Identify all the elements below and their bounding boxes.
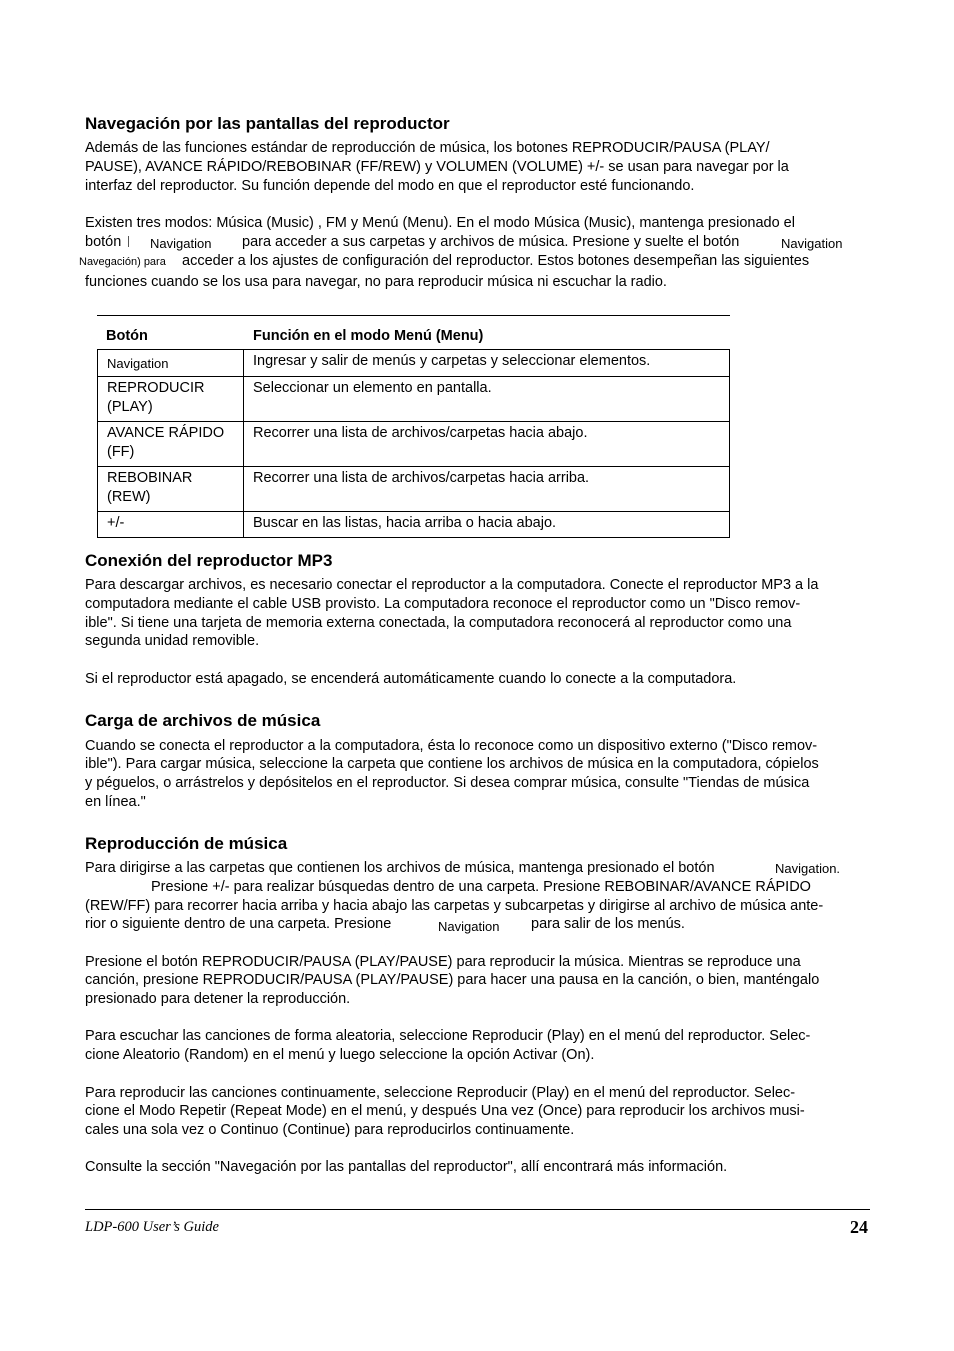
- paragraph-line: para salir de los menús.: [531, 916, 685, 932]
- section-heading-playback: Reproducción de música: [85, 834, 288, 853]
- table-cell-function: Recorrer una lista de archivos/carpetas hacia arriba.: [244, 467, 730, 512]
- navigation-label: Navigation: [781, 236, 843, 251]
- table-cell-function: Seleccionar un elemento en pantalla.: [244, 377, 730, 422]
- table-row: [98, 377, 730, 422]
- table-top-rule: [97, 315, 730, 316]
- footer-guide-title: LDP-600 User’s Guide: [85, 1219, 219, 1235]
- paragraph-line: Si el reproductor está apagado, se encenderá automáticamente cuando lo conecte a la computadora.: [85, 671, 737, 687]
- table-row: [98, 512, 730, 538]
- table-row: [98, 350, 730, 377]
- paragraph-line: Para escuchar las canciones de forma aleatoria, seleccione Reproducir (Play) en el menú del reproductor. Selec-: [85, 1028, 811, 1044]
- section-heading-loading: Carga de archivos de música: [85, 711, 321, 730]
- menu-function-table: [97, 349, 730, 538]
- paragraph-line: computadora mediante el cable USB provisto. La computadora reconoce el reproductor como un "Disco remov-: [85, 596, 801, 612]
- paragraph-line: cales una sola vez o Continuo (Continue) para reproducirlos continuamente.: [85, 1122, 575, 1138]
- paragraph-line: Consulte la sección "Navegación por las pantallas del reproductor", allí encontrará más información.: [85, 1159, 728, 1175]
- page-number: 24: [850, 1217, 868, 1237]
- paragraph-line: ible"). Para cargar música, seleccione la carpeta que contiene los archivos de música en la computadora, cópielos: [85, 756, 819, 772]
- paragraph-line: Presione +/- para realizar búsquedas dentro de una carpeta. Presione REBOBINAR/AVANCE RÁPIDO: [151, 879, 811, 895]
- paragraph-line: Existen tres modos: Música (Music) , FM y Menú (Menu). En el modo Música (Music), mantenga presionado el: [85, 215, 795, 231]
- button-icon-placeholder: [128, 236, 129, 247]
- paragraph-line: presionado para detener la reproducción.: [85, 991, 351, 1007]
- section-heading-navigation: Navegación por las pantallas del reproductor: [85, 114, 450, 133]
- cell-line: (REW): [107, 489, 151, 505]
- table-header-button: Botón: [106, 328, 148, 344]
- paragraph-line: funciones cuando se los usa para navegar, no para reproducir música ni escuchar la radio.: [85, 274, 667, 290]
- paragraph-line: ible". Si tiene una tarjeta de memoria externa conectada, la computadora reconocerá al reproductor como una: [85, 615, 792, 631]
- table-cell-button: +/-: [98, 512, 244, 538]
- table-cell-button: [98, 350, 244, 377]
- paragraph-line: segunda unidad removible.: [85, 633, 260, 649]
- cell-line: REBOBINAR: [107, 470, 193, 486]
- paragraph-line: Presione el botón REPRODUCIR/PAUSA (PLAY/PAUSE) para reproducir la música. Mientras se reproduce una: [85, 954, 801, 970]
- paragraph-line: (REW/FF) para recorrer hacia arriba y hacia abajo las carpetas y subcarpetas y dirigirse al archivo de música ante-: [85, 898, 824, 914]
- cell-line: AVANCE RÁPIDO: [107, 425, 225, 441]
- cell-line: (FF): [107, 444, 135, 460]
- table-row: [98, 422, 730, 467]
- paragraph-line: acceder a los ajustes de configuración del reproductor. Estos botones desempeñan las siguientes: [182, 253, 810, 269]
- cell-line: (PLAY): [107, 399, 153, 415]
- table-cell-button: [98, 422, 244, 467]
- paragraph-line: Para dirigirse a las carpetas que contienen los archivos de música, mantenga presionado el botón: [85, 860, 715, 876]
- table-row: [98, 467, 730, 512]
- paragraph-line: Además de las funciones estándar de reproducción de música, los botones REPRODUCIR/PAUSA (PLAY/: [85, 140, 770, 156]
- navigation-label: Navigation: [150, 236, 212, 251]
- table-cell-function: Recorrer una lista de archivos/carpetas hacia abajo.: [244, 422, 730, 467]
- paragraph-line: interfaz del reproductor. Su función depende del modo en que el reproductor esté funcionando.: [85, 178, 695, 194]
- paragraph-line: y péguelos, o arrástrelos y depósitelos en el reproductor. Si desea comprar música, consulte "Tiendas de música: [85, 775, 810, 791]
- paragraph-line: PAUSE), AVANCE RÁPIDO/REBOBINAR (FF/REW) y VOLUMEN (VOLUME) +/- se usan para navegar por la: [85, 159, 789, 175]
- paragraph-line: Cuando se conecta el reproductor a la computadora, ésta lo reconoce como un dispositivo externo ("Disco remov-: [85, 738, 818, 754]
- table-cell-button: [98, 467, 244, 512]
- footer-rule: [85, 1209, 870, 1210]
- section-heading-connection: Conexión del reproductor MP3: [85, 551, 333, 570]
- paragraph-line: Para descargar archivos, es necesario conectar el reproductor a la computadora. Conecte el reproductor MP3 a la: [85, 577, 819, 593]
- paragraph-line: canción, presione REPRODUCIR/PAUSA (PLAY/PAUSE) para hacer una pausa en la canción, o bien, manténgalo: [85, 972, 820, 988]
- paragraph-line: cione Aleatorio (Random) en el menú y luego seleccione la opción Activar (On).: [85, 1047, 595, 1063]
- navigation-small-label: Navegación) para: [79, 256, 166, 268]
- paragraph-line: rior o siguiente dentro de una carpeta. Presione: [85, 916, 392, 932]
- table-cell-button: [98, 377, 244, 422]
- table-cell-function: Buscar en las listas, hacia arriba o hacia abajo.: [244, 512, 730, 538]
- navigation-label: Navigation.: [775, 861, 841, 876]
- cell-line: REPRODUCIR: [107, 380, 205, 396]
- paragraph-line: en línea.": [85, 794, 146, 810]
- table-cell-function: Ingresar y salir de menús y carpetas y seleccionar elementos.: [244, 350, 730, 377]
- table-header-function: Función en el modo Menú (Menu): [253, 328, 484, 344]
- navigation-label: Navigation: [107, 356, 169, 371]
- paragraph-line: cione el Modo Repetir (Repeat Mode) en el menú, y después Una vez (Once) para reproducir los archivos musi-: [85, 1103, 805, 1119]
- paragraph-line: botón: [85, 234, 122, 250]
- paragraph-line: para acceder a sus carpetas y archivos de música. Presione y suelte el botón: [242, 234, 740, 250]
- paragraph-line: Para reproducir las canciones continuamente, seleccione Reproducir (Play) en el menú del reproductor. Selec-: [85, 1085, 796, 1101]
- navigation-label: Navigation: [438, 919, 500, 934]
